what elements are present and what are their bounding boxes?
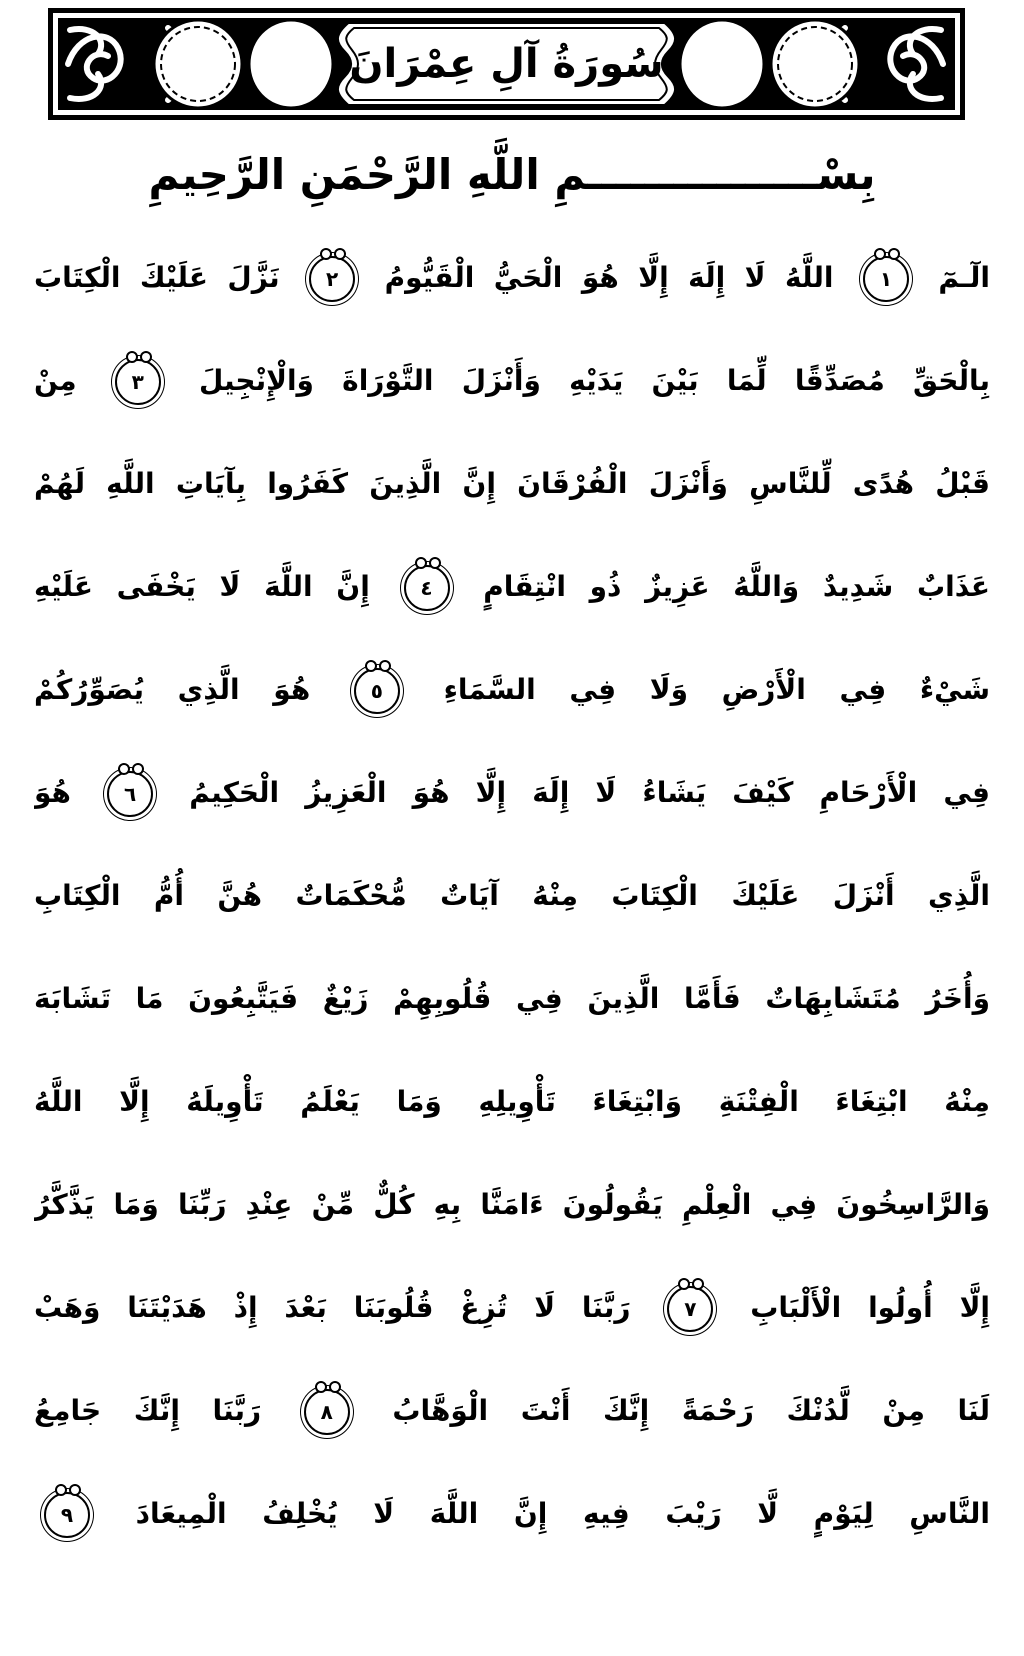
ayah-marker: ١ (863, 256, 909, 302)
quran-line (34, 1256, 990, 1359)
verse-text: شَيْءٌ فِي الْأَرْضِ وَلَا فِي السَّمَاءِ (443, 673, 990, 706)
quran-line (34, 226, 990, 329)
quran-line (34, 432, 990, 535)
verse-text: إِنَّ اللَّهَ لَا يَخْفَى عَلَيْهِ (34, 570, 370, 603)
quran-line (34, 1462, 990, 1565)
surah-title: سُورَةُ آلِ عِمْرَانَ (349, 41, 664, 87)
quran-text-block (34, 226, 990, 1565)
ayah-marker: ٦ (107, 771, 153, 817)
ayah-marker: ٣ (115, 359, 161, 405)
verse-text: وَالرَّاسِخُونَ فِي الْعِلْمِ يَقُولُونَ ءَامَنَّا بِهِ كُلٌّ مِّنْ عِنْدِ رَبِّنَا وَمَا يَذَّكَّرُ (34, 1188, 990, 1221)
quran-line (34, 1359, 990, 1462)
ayah-marker: ٢ (309, 256, 355, 302)
verse-text: الٓـمٓ (938, 261, 990, 294)
verse-text: بِالْحَقِّ مُصَدِّقًا لِّمَا بَيْنَ يَدَيْهِ وَأَنْزَلَ التَّوْرَاةَ وَالْإِنْجِيلَ (198, 364, 990, 397)
verse-text: رَبَّنَا إِنَّكَ جَامِعُ (34, 1394, 262, 1427)
verse-text: اللَّهُ لَا إِلَهَ إِلَّا هُوَ الْحَيُّ الْقَيُّومُ (384, 261, 834, 294)
ayah-marker: ٥ (354, 668, 400, 714)
quran-line (34, 329, 990, 432)
verse-text: مِنْ (34, 364, 77, 397)
quran-line (34, 741, 990, 844)
bismillah: بِسْــــــــــــــــمِ اللَّهِ الرَّحْمَنِ الرَّحِيمِ (148, 149, 876, 199)
ayah-marker: ٧ (667, 1286, 713, 1332)
verse-text: وَأُخَرُ مُتَشَابِهَاتٌ فَأَمَّا الَّذِينَ فِي قُلُوبِهِمْ زَيْغٌ فَيَتَّبِعُونَ مَا تَشَابَهَ (34, 982, 990, 1015)
verse-text: هُوَ الَّذِي يُصَوِّرُكُمْ (34, 673, 311, 706)
verse-text: الَّذِي أَنْزَلَ عَلَيْكَ الْكِتَابَ مِنْهُ آيَاتٌ مُّحْكَمَاتٌ هُنَّ أُمُّ الْكِتَابِ (34, 879, 990, 912)
quran-line (34, 535, 990, 638)
verse-text: مِنْهُ ابْتِغَاءَ الْفِتْنَةِ وَابْتِغَاءَ تَأْوِيلِهِ وَمَا يَعْلَمُ تَأْوِيلَهُ إِلَّا اللَّهُ (34, 1085, 990, 1118)
surah-header-ornament (48, 8, 965, 120)
header-border-art (48, 8, 965, 120)
ayah-marker: ٨ (304, 1389, 350, 1435)
verse-text: لَنَا مِنْ لَّدُنْكَ رَحْمَةً إِنَّكَ أَنْتَ الْوَهَّابُ (392, 1394, 990, 1427)
quran-line (34, 638, 990, 741)
verse-text: قَبْلُ هُدًى لِّلنَّاسِ وَأَنْزَلَ الْفُرْقَانَ إِنَّ الَّذِينَ كَفَرُوا بِآيَاتِ اللَّهِ لَهُمْ (34, 467, 990, 500)
ayah-marker: ٤ (404, 565, 450, 611)
quran-line (34, 1050, 990, 1153)
verse-text: إِلَّا أُولُوا الْأَلْبَابِ (750, 1291, 990, 1324)
verse-text: نَزَّلَ عَلَيْكَ الْكِتَابَ (34, 261, 280, 294)
verse-text: عَذَابٌ شَدِيدٌ وَاللَّهُ عَزِيزٌ ذُو انْتِقَامٍ (483, 570, 990, 603)
ayah-marker: ٩ (44, 1492, 90, 1538)
quran-line (34, 1153, 990, 1256)
verse-text: هُوَ (34, 776, 71, 809)
verse-text: فِي الْأَرْحَامِ كَيْفَ يَشَاءُ لَا إِلَهَ إِلَّا هُوَ الْعَزِيزُ الْحَكِيمُ (189, 776, 990, 809)
verse-text: رَبَّنَا لَا تُزِغْ قُلُوبَنَا بَعْدَ إِذْ هَدَيْتَنَا وَهَبْ (34, 1291, 631, 1324)
quran-line (34, 947, 990, 1050)
quran-line (34, 844, 990, 947)
verse-text: النَّاسِ لِيَوْمٍ لَّا رَيْبَ فِيهِ إِنَّ اللَّهَ لَا يُخْلِفُ الْمِيعَادَ (135, 1497, 990, 1530)
